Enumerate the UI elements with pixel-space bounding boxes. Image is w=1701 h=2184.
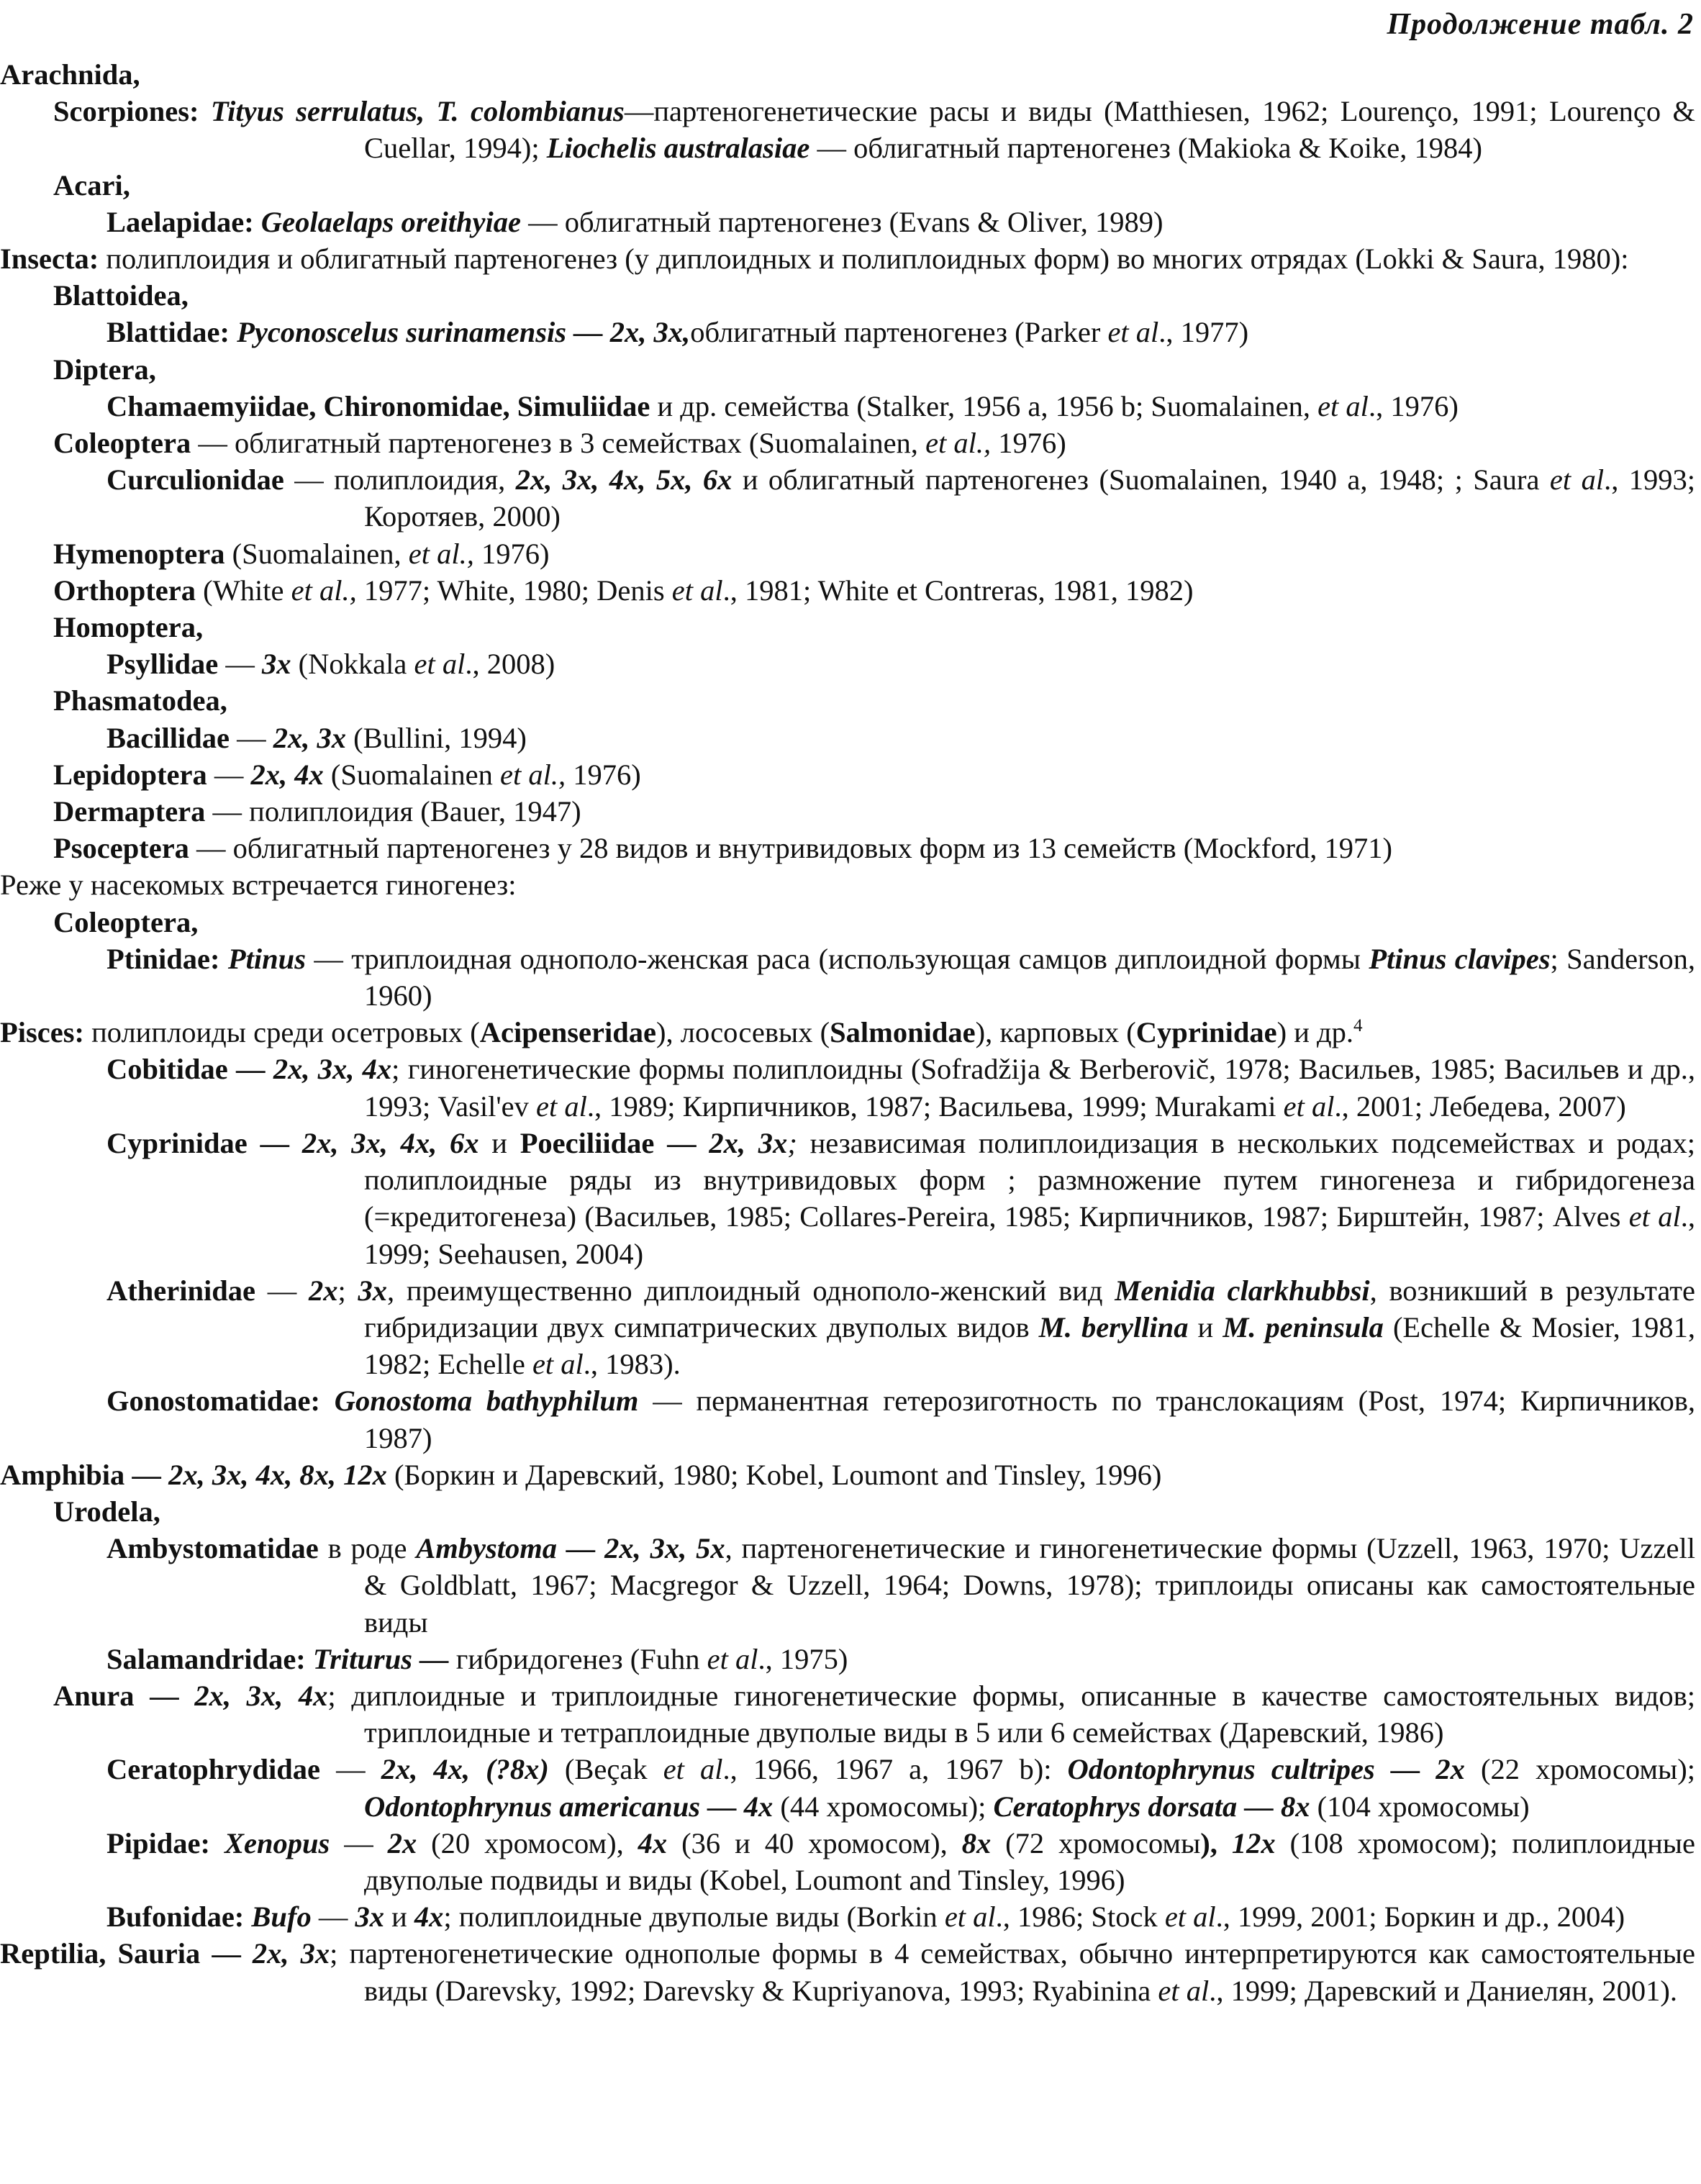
taxon-name: 2x, 4x — [250, 758, 324, 791]
taxon-name: Triturus — — [312, 1642, 456, 1675]
entry-text: et al., — [925, 427, 992, 460]
taxon-name: Curculionidae — [106, 463, 284, 497]
taxon-name: Xenopus — [224, 1826, 330, 1859]
taxon-entry — [0, 1125, 1695, 1272]
entry-text: — — [330, 1826, 388, 1859]
taxon-name: Salmonidae — [830, 1016, 976, 1049]
entry-text: et al — [1158, 1974, 1210, 2007]
entry-text: ; полиплоидные двуполые виды (Borkin — [443, 1900, 945, 1934]
entry-text: — облигатный партеногенез (Makioka & Koike, 1984) — [809, 132, 1482, 165]
taxon-entry — [0, 609, 1695, 645]
entry-text: ; партеногенетические однополые формы в 4 семействах, обычно интерпретируются как самостоятельные виды (Darevsky, 1992; Darevsky & Kupriyanova, 1993; Ryabinina — [330, 1937, 1695, 2007]
entry-text: ), лососевых ( — [656, 1016, 830, 1049]
taxon-entry — [0, 1051, 1695, 1124]
entry-text: (Nokkala — [291, 648, 414, 681]
entry-text: — полиплоидия (Bauer, 1947) — [205, 795, 581, 828]
entry-text: — — [207, 758, 251, 791]
taxon-name: 2x, 3x, 4x — [273, 1053, 392, 1086]
taxon-entry — [0, 1825, 1695, 1898]
taxon-name: Laelapidae: — [106, 205, 261, 238]
entry-text: —партеногенетические расы и виды (Matthiesen, 1962; Lourenço, 1991; Lourenço & Cuellar, 1994); — [364, 95, 1696, 165]
taxon-entry — [0, 277, 1695, 314]
taxon-entry — [0, 1456, 1695, 1493]
entry-text: et al., — [291, 574, 357, 607]
taxon-name: Pisces: — [0, 1016, 92, 1049]
entry-text: ., 1986; Stock — [995, 1900, 1165, 1934]
entry-text: 1976) — [473, 537, 550, 570]
taxon-name: Odontophrynus cultripes — 2x — [1067, 1753, 1465, 1786]
taxon-entry — [0, 904, 1695, 941]
taxon-name: Ceratophrydidae — [106, 1753, 320, 1786]
entry-text: et al — [414, 648, 466, 681]
taxon-name: Phasmatodea, — [53, 684, 227, 717]
entry-text: ., 2008) — [465, 648, 555, 681]
taxon-name: ), — [1200, 1826, 1232, 1859]
entry-text: ., 1976) — [1368, 389, 1459, 422]
entry-text: облигатный партеногенез (Parker — [690, 316, 1108, 349]
taxon-name: Urodela, — [53, 1495, 160, 1528]
taxon-entry — [0, 682, 1695, 719]
taxon-name: Insecta: — [0, 243, 106, 276]
taxon-name: Blattidae: — [106, 316, 237, 349]
entry-text: независимая полиплоидизация в нескольких подсемействах и родах; полиплоидные ряды из внутривидовых форм ; размножение путем гиногенеза и гибридогенеза (=кредитогенеза) (Васильев, 1985; Collares-Pereira, 1985; Кирпичников, 1987; Бирштейн, 1987; Alves — [364, 1126, 1696, 1233]
entry-text: , партеногенетические и гиногенетические формы (Uzzell, 1963, 1970; Uzzell & Goldblatt, 1967; Macgregor & Uzzell, 1964; Downs, 1978); триплоиды описаны как самостоятельные виды — [364, 1532, 1695, 1639]
taxon-name: Ptinidae: — [106, 942, 228, 975]
entry-text: et al — [663, 1753, 723, 1786]
taxon-entry — [0, 941, 1695, 1014]
taxon-name: 2x, 4x, (?8x) — [381, 1753, 549, 1786]
entry-text: гибридогенез (Fuhn — [455, 1642, 707, 1675]
entry-text: полиплоиды среди осетровых ( — [91, 1016, 480, 1049]
taxon-name: Pipidae: — [106, 1826, 224, 1859]
taxon-entry — [0, 1677, 1695, 1751]
taxon-name: Poeciliidae — — [520, 1126, 709, 1159]
taxon-entry — [0, 93, 1695, 166]
taxon-name: Psyllidae — [106, 648, 219, 681]
taxon-name: M. beryllina — [1038, 1310, 1189, 1344]
entry-text: ., 1989; Кирпичников, 1987; Васильева, 1999; Murakami — [586, 1089, 1284, 1123]
taxon-name: Anura — — [53, 1679, 195, 1712]
taxon-name: Pyconoscelus surinamensis — 2x, 3x, — [237, 316, 691, 349]
taxon-name: 4x — [638, 1826, 668, 1859]
entry-text: — облигатный партеногенез в 3 семействах (Suomalainen, — [191, 427, 926, 460]
taxon-name: Bufonidae: — [106, 1900, 252, 1934]
taxon-name: Arachnida, — [0, 58, 140, 91]
entry-text: ), карповых ( — [975, 1016, 1136, 1049]
taxon-name: 2x, 3x — [252, 1937, 330, 1970]
entry-text: ., 1975) — [758, 1642, 848, 1675]
taxon-name: Cobitidae — — [106, 1053, 273, 1086]
taxon-entry — [0, 1014, 1695, 1051]
entry-text: ., 1981; White et Contreras, 1981, 1982) — [722, 574, 1194, 607]
taxon-entry — [0, 572, 1695, 609]
entry-text: и — [384, 1900, 414, 1934]
taxon-name: Diptera, — [53, 353, 156, 386]
taxon-entry — [0, 461, 1695, 535]
taxon-name: Ptinus clavipes — [1369, 942, 1551, 975]
taxon-name: Liochelis australasiae — [546, 132, 810, 165]
entry-text: — облигатный партеногенез у 28 видов и внутривидовых форм из 13 семейств (Mockford, 1971) — [189, 832, 1392, 865]
taxon-entry — [0, 240, 1695, 277]
entry-text: — — [320, 1753, 381, 1786]
entry-text: (Suomalainen — [323, 758, 500, 791]
entry-text: et al — [1317, 389, 1369, 422]
entry-text: ., 1977) — [1158, 316, 1249, 349]
taxon-entry — [0, 351, 1695, 388]
taxon-name: Acari, — [53, 168, 130, 201]
taxon-name: Hymenoptera — [53, 537, 225, 570]
footnote-mark: 4 — [1353, 1016, 1363, 1036]
taxon-name: Ambystoma — 2x, 3x, 5x — [416, 1532, 725, 1565]
entry-text: — — [311, 1900, 355, 1934]
taxon-name: 3x — [355, 1900, 384, 1934]
taxon-name: Scorpiones: — [53, 95, 211, 128]
taxon-name: 2x — [308, 1274, 338, 1307]
entry-text: 1977; White, 1980; Denis — [356, 574, 672, 607]
entry-text: ; диплоидные и триплоидные гиногенетические формы, описанные в качестве самостоятельных видов; триплоидные и тетраплоидные двуполые виды в 5 или 6 семействах (Даревский, 1986) — [327, 1679, 1696, 1749]
taxon-name: Gonostomatidae: — [106, 1385, 335, 1418]
taxon-name: Homoptera, — [53, 611, 204, 644]
taxon-entry — [0, 1493, 1695, 1530]
taxon-entry — [0, 204, 1695, 240]
entry-text: ., 1999; Даревский и Даниелян, 2001). — [1209, 1974, 1677, 2007]
entry-text: (Bullini, 1994) — [346, 721, 527, 754]
taxon-name: Acipenseridae — [479, 1016, 656, 1049]
taxon-name: Psoceptera — [53, 832, 189, 865]
entry-text: , возникший в результате гибридизации двух симпатрических двуполых видов — [364, 1274, 1695, 1344]
taxon-entry — [0, 756, 1695, 793]
entry-text: (108 хромосом); полиплоидные двуполые подвиды и виды (Kobel, Loumont and Tinsley, 1996) — [364, 1826, 1695, 1896]
entry-text: 1976) — [566, 758, 641, 791]
entry-text: (White — [195, 574, 291, 607]
taxon-name: 4x — [414, 1900, 444, 1934]
taxon-name: Tityus serrulatus, T. colombianus — [210, 95, 625, 128]
taxon-name: M. peninsula — [1223, 1310, 1384, 1344]
taxon-name: Chamaemyiidae, Chironomidae, Simuliidae — [106, 389, 650, 422]
taxon-name: 3x — [262, 648, 291, 681]
taxon-entry — [0, 167, 1695, 204]
taxon-entry — [0, 1935, 1695, 2008]
taxon-entry — [0, 1898, 1695, 1935]
taxon-name: 2x, 3x, 4x, 6x — [301, 1126, 479, 1159]
entry-text: et al — [1107, 316, 1159, 349]
taxon-name: Bacillidae — [106, 721, 230, 754]
taxon-name: Bufo — [251, 1900, 312, 1934]
entry-text: et al., — [408, 537, 474, 570]
entry-text: ; — [337, 1274, 358, 1307]
entry-text: и — [1188, 1310, 1223, 1344]
entry-text: et al — [1549, 463, 1605, 497]
entry-text: et al — [536, 1089, 587, 1123]
taxon-name: 8x — [961, 1826, 992, 1859]
taxon-entry — [0, 1382, 1695, 1456]
entry-text: ; Sanderson, 1960) — [364, 942, 1695, 1012]
taxon-entry — [0, 56, 1695, 93]
entry-text: ., 1966, 1967 a, 1967 b): — [722, 1753, 1068, 1786]
entry-text: et al — [1283, 1089, 1335, 1123]
entry-text: ) и др. — [1276, 1016, 1353, 1049]
taxon-name: Salamandridae: — [106, 1642, 313, 1675]
table-continuation-caption: Продолжение табл. 2 — [1387, 8, 1694, 41]
taxon-name: 2x, 3x, 4x, 5x, 6x — [515, 463, 732, 497]
taxon-entry — [0, 720, 1695, 756]
entry-text: в роде — [318, 1532, 417, 1565]
entry-text: et al — [944, 1900, 996, 1934]
entry-text: и др. семейства (Stalker, 1956 a, 1956 b; Suomalainen, — [650, 389, 1318, 422]
entry-text: — полиплоидия, — [284, 463, 516, 497]
entry-text: и облигатный партеногенез (Suomalainen, 1940 a, 1948; ; Saura — [732, 463, 1550, 497]
entry-text: ., 1983). — [583, 1348, 681, 1381]
taxon-name: 2x, 3x — [273, 721, 346, 754]
taxon-name: Lepidoptera — [53, 758, 207, 791]
entry-text: ., 1999, 2001; Боркин и др., 2004) — [1215, 1900, 1625, 1934]
taxon-name: 2x, 3x, 4x, 8x, 12x — [168, 1458, 387, 1491]
entry-text: — — [230, 721, 273, 754]
entry-text: — — [218, 648, 263, 681]
taxon-name: 2x, 3x, 4x — [194, 1679, 328, 1712]
taxon-name: Dermaptera — [53, 795, 206, 828]
entry-text: ; — [787, 1126, 797, 1159]
taxon-name: Geolaelaps oreithyiae — [260, 205, 521, 238]
entry-text: полиплоидия и облигатный партеногенез (у диплоидных и полиплоидных форм) во многих отрядах (Lokki & Saura, 1980): — [106, 243, 1629, 276]
taxon-name: Atherinidae — [106, 1274, 255, 1307]
entry-text: — облигатный партеногенез (Evans & Oliver, 1989) — [520, 205, 1164, 238]
taxon-name: 3x — [358, 1274, 387, 1307]
taxon-name: Coleoptera, — [53, 905, 199, 938]
entry-text: et al — [707, 1642, 758, 1675]
taxon-entry — [0, 314, 1695, 350]
entry-text: (36 и 40 хромосом), — [667, 1826, 962, 1859]
taxon-name: 2x — [387, 1826, 417, 1859]
taxon-entry — [0, 388, 1695, 425]
taxon-entry — [0, 1530, 1695, 1641]
entry-text: — перманентная гетерозиготность по транслокациям (Post, 1974; Кирпичников, 1987) — [364, 1385, 1695, 1454]
entry-text: ., 2001; Лебедева, 2007) — [1334, 1089, 1626, 1123]
entry-text: , преимущественно диплоидный однополо-женский вид — [386, 1274, 1115, 1307]
entry-text: et al — [671, 574, 723, 607]
taxon-name: Amphibia — — [0, 1458, 169, 1491]
entry-text: (22 хромосомы); — [1464, 1753, 1695, 1786]
taxon-entry — [0, 793, 1695, 830]
taxon-name: Ptinus — [227, 942, 306, 975]
entry-text: et al., — [499, 758, 566, 791]
entry-text: (Echelle & Mosier, 1981, 1982; Echelle — [364, 1310, 1695, 1381]
taxon-entry — [0, 866, 1695, 903]
taxon-entry — [0, 1751, 1695, 1824]
taxon-name: Gonostoma bathyphilum — [334, 1385, 639, 1418]
taxon-name: 12x — [1231, 1826, 1276, 1859]
entry-text: (20 хромосом), — [417, 1826, 638, 1859]
entry-text: (72 хромосомы — [991, 1826, 1201, 1859]
entry-text: и — [478, 1126, 520, 1159]
taxon-name: Coleoptera — [53, 427, 191, 460]
taxon-name: Menidia clarkhubbsi — [1115, 1274, 1370, 1307]
taxon-name: Cyprinidae — — [106, 1126, 302, 1159]
entry-text: et al — [532, 1348, 584, 1381]
taxon-entry — [0, 535, 1695, 572]
taxon-entry — [0, 1272, 1695, 1383]
taxon-name: Odontophrynus americanus — 4x — [364, 1790, 774, 1823]
taxon-entry — [0, 425, 1695, 461]
entry-text: et al — [1164, 1900, 1216, 1934]
entry-text: (Suomalainen, — [224, 537, 409, 570]
entry-text: (44 хромосомы); — [773, 1790, 994, 1823]
entry-text: (Beçak — [548, 1753, 663, 1786]
entry-text: ., 1999; Seehausen, 2004) — [364, 1200, 1695, 1270]
entry-text: (104 хромосомы) — [1310, 1790, 1530, 1823]
entry-text: Реже у насекомых встречается гиногенез: — [0, 869, 517, 902]
entry-text: (Боркин и Даревский, 1980; Kobel, Loumont and Tinsley, 1996) — [386, 1458, 1162, 1491]
taxon-name: Ceratophrys dorsata — 8x — [993, 1790, 1310, 1823]
taxon-name: Cyprinidae — [1135, 1016, 1277, 1049]
entry-text: — триплоидная однополо-женская раса (использующая самцов диплоидной формы — [305, 942, 1369, 975]
taxon-entry — [0, 830, 1695, 866]
taxon-name: Ambystomatidae — [106, 1532, 319, 1565]
table-body — [0, 56, 1695, 2009]
entry-text: 1976) — [991, 427, 1066, 460]
taxon-name: Blattoidea, — [53, 279, 189, 312]
taxon-name: Reptilia, Sauria — — [0, 1937, 253, 1970]
taxon-entry — [0, 645, 1695, 682]
entry-text: ; гиногенетические формы полиплоидны (Sofradžija & Berberovič, 1978; Васильев, 1985; Васильев и др., 1993; Vasil'ev — [364, 1053, 1696, 1123]
entry-text: — — [255, 1274, 309, 1307]
taxon-name: Orthoptera — [53, 574, 196, 607]
taxon-name: 2x, 3x — [709, 1126, 788, 1159]
entry-text: et al — [1628, 1200, 1681, 1233]
taxon-entry — [0, 1641, 1695, 1677]
entry-text: ., 1993; Коротяев, 2000) — [364, 463, 1696, 533]
